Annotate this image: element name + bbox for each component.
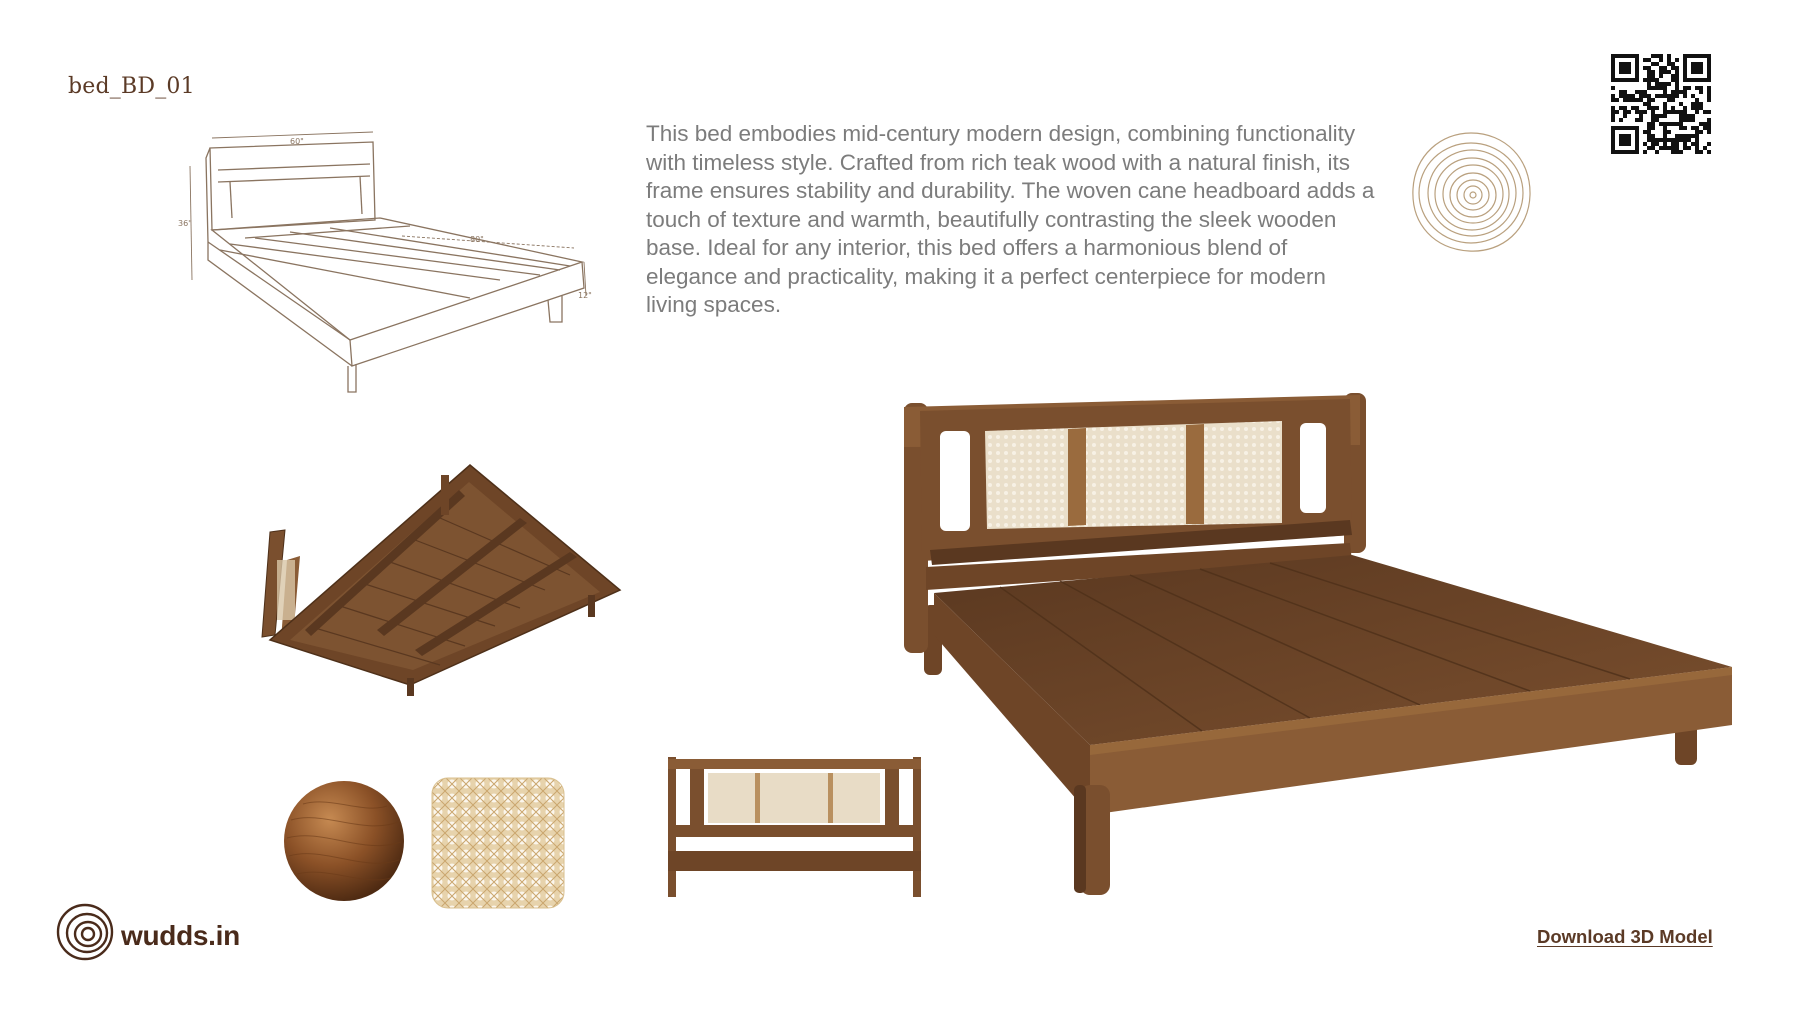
dim-base-height-label: 12" bbox=[578, 291, 592, 300]
tree-rings-icon bbox=[1408, 130, 1534, 256]
bed-underside-view bbox=[245, 460, 625, 700]
dim-height-label: 36" bbox=[178, 219, 192, 228]
product-description: This bed embodies mid-century modern design, combining functionality with timeless style. Crafted from rich teak wood with a natural finish, its frame ensures stability and durability. The woven cane headboard adds a touch of texture and warmth, beautifully contrasting the sleek wooden base. Ideal for any interior, this bed offers a harmonious blend of elegance and practicality, making it a perfect centerpiece for modern living spaces. bbox=[646, 121, 1375, 317]
download-3d-model-link[interactable]: Download 3D Model bbox=[1537, 926, 1713, 947]
wood-material-swatch-icon bbox=[283, 780, 405, 902]
product-code-title: bed_BD_01 bbox=[68, 74, 195, 99]
headboard-front-view bbox=[668, 755, 921, 900]
tree-rings-logo-icon[interactable] bbox=[55, 902, 115, 962]
qr-code-icon[interactable] bbox=[1611, 54, 1711, 154]
bed-perspective-render bbox=[890, 385, 1740, 905]
dim-width-label: 60" bbox=[290, 137, 304, 146]
cane-material-swatch-icon bbox=[431, 777, 565, 909]
dim-length-label: 80" bbox=[470, 235, 484, 244]
brand-wordmark[interactable]: wudds.in bbox=[121, 920, 240, 951]
dimension-sketch bbox=[170, 130, 610, 400]
